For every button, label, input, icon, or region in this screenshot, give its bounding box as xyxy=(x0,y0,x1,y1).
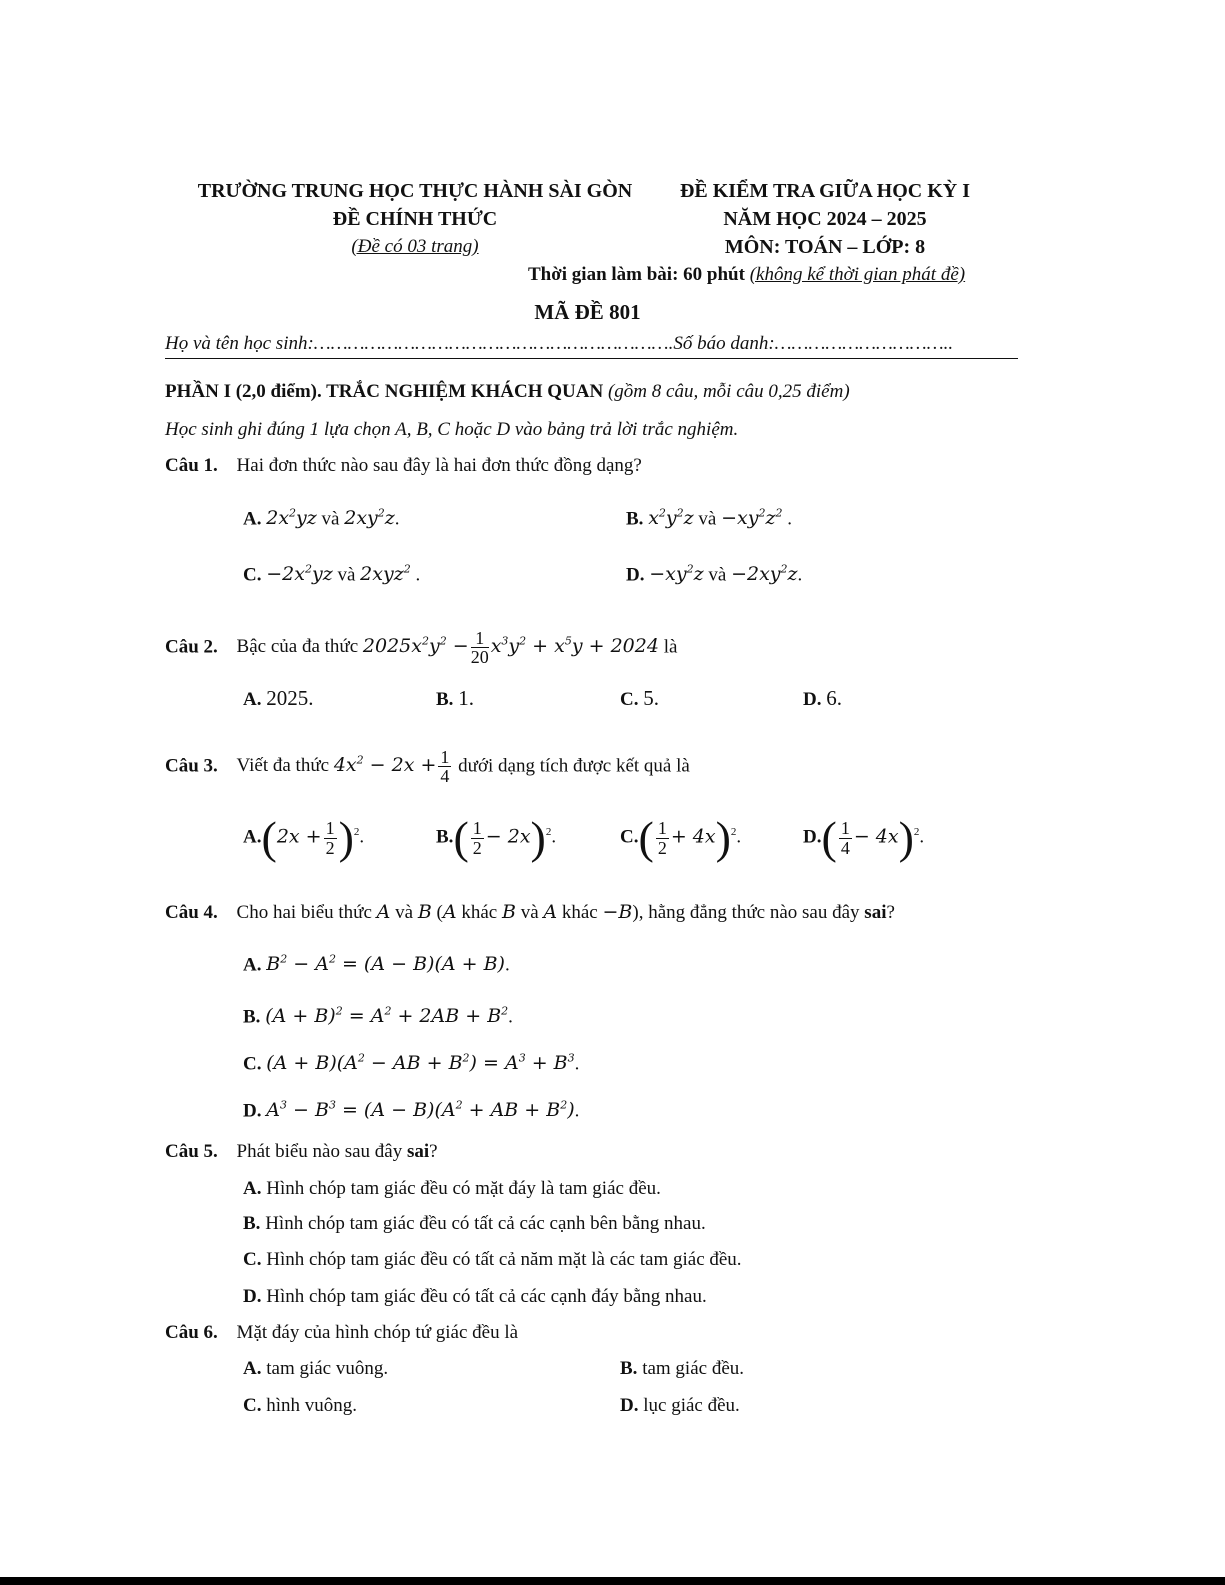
q1-option-c: C. $-2x^2yz$ và 2xyz$^2$ . xyxy=(243,563,421,586)
q1-option-d: D. $-xy^2z$ và $-2xy^2z$. xyxy=(626,563,803,586)
school-name: TRƯỜNG TRUNG HỌC THỰC HÀNH SÀI GÒN xyxy=(197,180,633,202)
q3-option-a: A.(2x + $\frac{1}{2}$ )$^2$. xyxy=(243,812,365,863)
student-name-field: Họ và tên học sinh:……………………………………………………….Số báo danh:………………………….. xyxy=(165,333,954,354)
q4-option-b: B. $(A + B)^2 = A^2 + 2AB + B^2$. xyxy=(243,1005,513,1028)
q2-option-a: A. 2025. xyxy=(243,686,314,710)
time-allowed: Thời gian làm bài: 60 phút (không kể thời gian phát đề) xyxy=(528,264,966,285)
q2-option-b: B. 1. xyxy=(436,686,474,710)
official-label: ĐỀ CHÍNH THỨC xyxy=(332,208,498,230)
q6-option-c: C. hình vuông. xyxy=(243,1395,358,1416)
q3-option-b: B.( $\frac{1}{2}$ − 2x)$^2$. xyxy=(436,812,557,863)
q1-option-a: A. $2x^2yz$ và $2xy^2z$. xyxy=(243,507,400,530)
q5-option-c: C. Hình chóp tam giác đều có tất cả năm mặt là các tam giác đều. xyxy=(243,1249,742,1270)
q6-option-d: D. lục giác đều. xyxy=(620,1395,740,1416)
q4-option-a: A. $B^2 - A^2 = (A - B)(A + B)$. xyxy=(243,953,510,976)
school-year: NĂM HỌC 2024 – 2025 xyxy=(723,208,927,230)
page-bottom-bar xyxy=(0,1577,1225,1585)
subject-grade: MÔN: TOÁN – LỚP: 8 xyxy=(724,236,926,258)
q4-option-d: D. $A^3 - B^3 = (A - B)(A^2$ + AB + $B^2$). xyxy=(243,1099,580,1122)
exam-code: MÃ ĐỀ 801 xyxy=(534,300,641,324)
q5-option-b: B. Hình chóp tam giác đều có tất cả các cạnh bên bằng nhau. xyxy=(243,1213,706,1234)
q3-option-c: C.( $\frac{1}{2}$ + 4x)$^2$. xyxy=(620,812,742,863)
question-1: Câu 1. Hai đơn thức nào sau đây là hai đơn thức đồng dạng? xyxy=(165,455,642,476)
question-6: Câu 6. Mặt đáy của hình chóp tứ giác đều là xyxy=(165,1322,519,1343)
q5-option-a: A. Hình chóp tam giác đều có mặt đáy là tam giác đều. xyxy=(243,1178,661,1199)
q6-option-b: B. tam giác đều. xyxy=(620,1358,745,1379)
q5-option-d: D. Hình chóp tam giác đều có tất cả các cạnh đáy bằng nhau. xyxy=(243,1286,707,1307)
q1-option-b: B. $x^2y^2z$ và $-xy^2z^2$ . xyxy=(626,507,792,530)
question-3: Câu 3. Viết đa thức $4x^2 - 2x$ + $\frac{1}{4}$ dưới dạng tích được kết quả là xyxy=(165,746,690,787)
question-4: Câu 4. Cho hai biểu thức A và B (A khác B và A khác −B), hằng đẳng thức nào sau đây sai? xyxy=(165,901,895,923)
question-5: Câu 5. Phát biểu nào sau đây sai? xyxy=(165,1141,438,1162)
q2-option-d: D. 6. xyxy=(803,686,842,710)
header-divider xyxy=(165,358,1018,359)
q4-option-c: C. $(A + B)(A^2$ − AB + $B^2) = A^3 + B^3$. xyxy=(243,1052,580,1075)
q2-option-c: C. 5. xyxy=(620,686,659,710)
question-2: Câu 2. Bậc của đa thức $2025x^2y^2$ − $\frac{1}{20}$ $x^3y^2 + x^5y + 2024$ là xyxy=(165,627,678,668)
exam-title: ĐỀ KIỂM TRA GIỮA HỌC KỲ I xyxy=(679,180,971,202)
page-count: (Đề có 03 trang) xyxy=(351,236,479,257)
q6-option-a: A. tam giác vuông. xyxy=(243,1358,389,1379)
part-title: PHẦN I (2,0 điểm). TRẮC NGHIỆM KHÁCH QUAN (gồm 8 câu, mỗi câu 0,25 điểm) xyxy=(165,381,850,402)
q3-option-d: D.( $\frac{1}{4}$ − 4x)$^2$. xyxy=(803,812,925,863)
instruction: Học sinh ghi đúng 1 lựa chọn A, B, C hoặc D vào bảng trả lời trắc nghiệm. xyxy=(165,419,739,440)
